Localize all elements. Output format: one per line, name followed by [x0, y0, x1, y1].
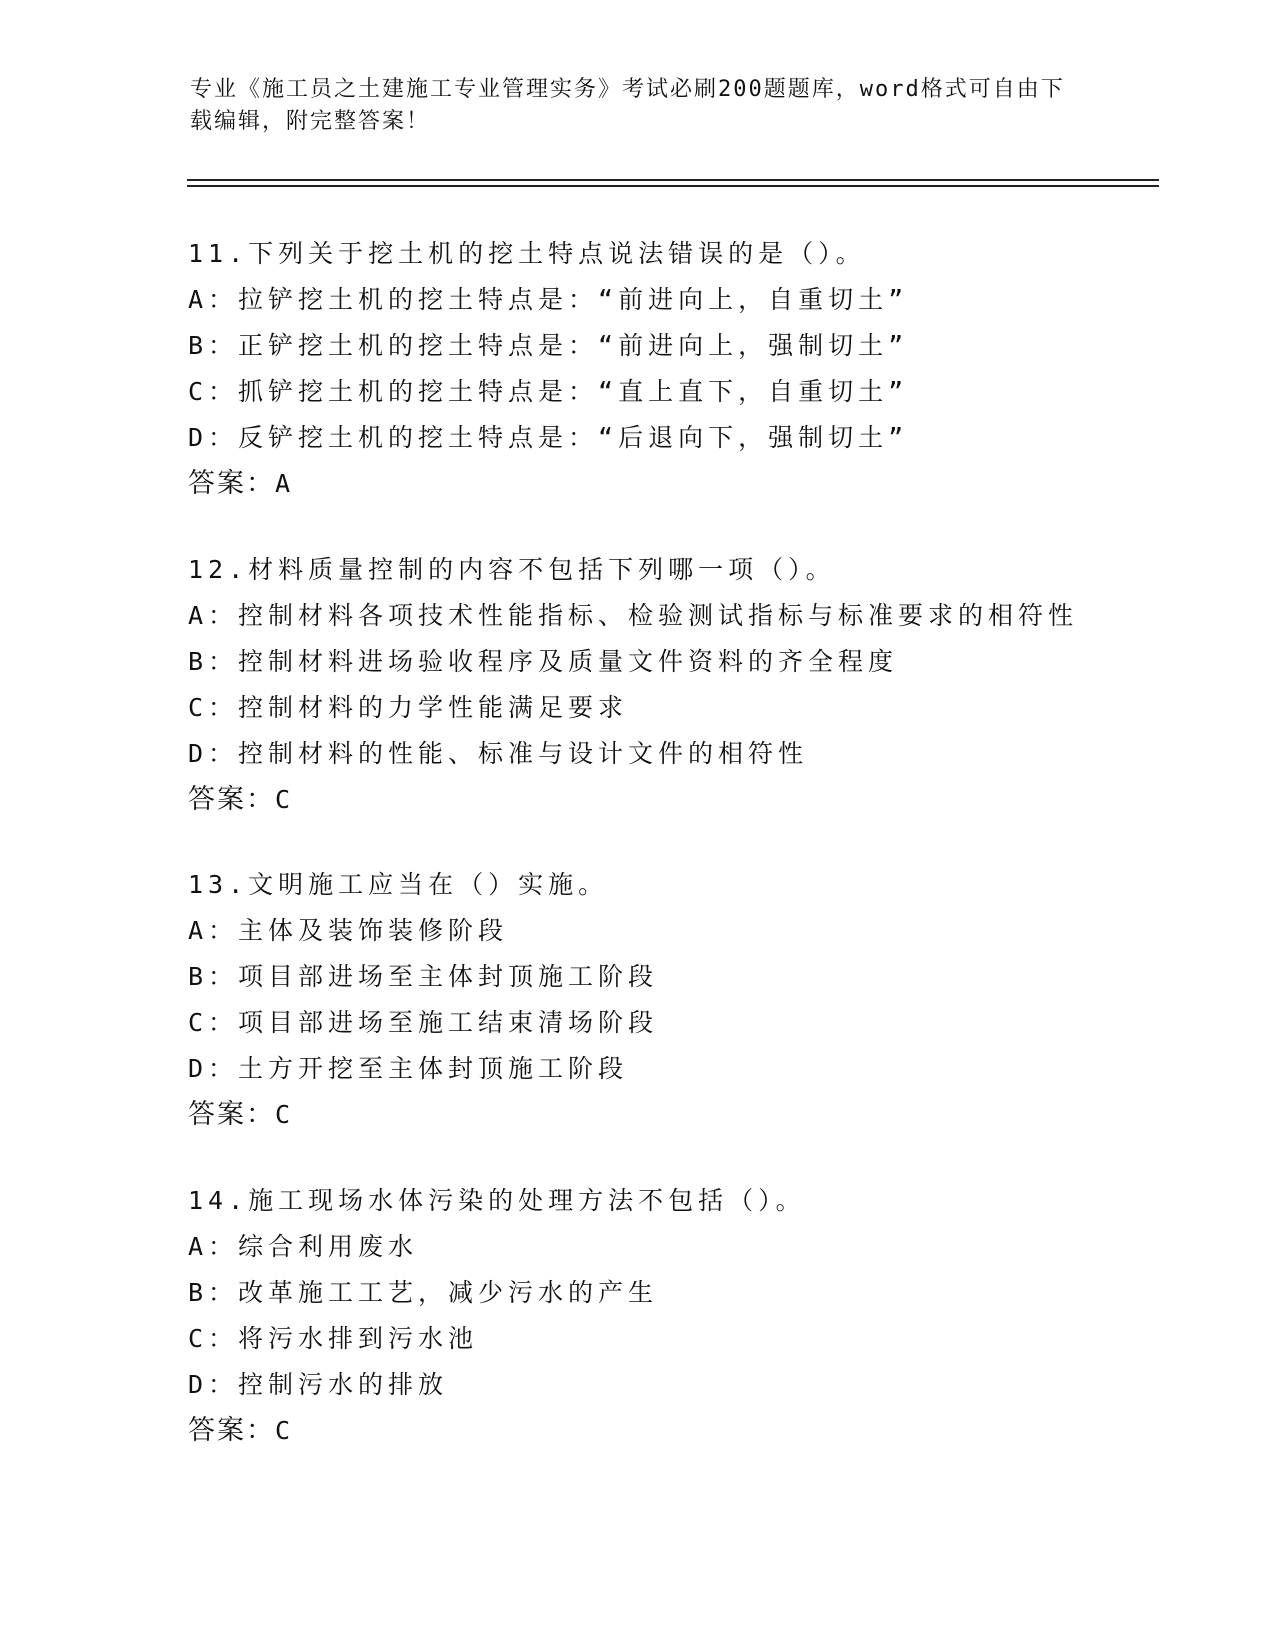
question-block-14 [188, 1178, 1188, 1454]
document-header: 专业《施工员之土建施工专业管理实务》考试必刷200题题库，word格式可自由下载编辑，附完整答案！ [190, 77, 1065, 134]
option-c: C：控制材料的力学性能满足要求 [188, 693, 629, 722]
option-c: C：将污水排到污水池 [188, 1324, 479, 1353]
option-b: B：正铲挖土机的挖土特点是：“前进向上，强制切土” [188, 331, 909, 360]
question-stem: 12.材料质量控制的内容不包括下列哪一项（）。 [188, 555, 836, 584]
question-stem: 13.文明施工应当在（）实施。 [188, 870, 609, 899]
option-d: D：土方开挖至主体封顶施工阶段 [188, 1054, 629, 1083]
option-b: B：项目部进场至主体封顶施工阶段 [188, 962, 659, 991]
option-c: C：抓铲挖土机的挖土特点是：“直上直下，自重切土” [188, 377, 909, 406]
option-c: C：项目部进场至施工结束清场阶段 [188, 1008, 659, 1037]
option-d: D：反铲挖土机的挖土特点是：“后退向下，强制切土” [188, 423, 909, 452]
answer-value: A [275, 469, 293, 498]
question-stem: 11.下列关于挖土机的挖土特点说法错误的是（）。 [188, 239, 866, 268]
answer-label: 答案： [188, 784, 275, 815]
option-a: A：控制材料各项技术性能指标、检验测试指标与标准要求的相符性 [188, 601, 1079, 630]
answer-line [188, 1092, 1188, 1138]
answer-line [188, 777, 1188, 823]
option-b: B：控制材料进场验收程序及质量文件资料的齐全程度 [188, 647, 899, 676]
answer-label: 答案： [188, 1415, 275, 1446]
answer-value: C [275, 1100, 293, 1129]
option-d: D：控制材料的性能、标准与设计文件的相符性 [188, 739, 809, 768]
answer-line [188, 1408, 1188, 1454]
header-divider-bottom [187, 185, 1159, 187]
question-stem: 14.施工现场水体污染的处理方法不包括（）。 [188, 1186, 806, 1215]
option-a: A：主体及装饰装修阶段 [188, 916, 509, 945]
option-b: B：改革施工工艺，减少污水的产生 [188, 1278, 659, 1307]
question-block-13 [188, 862, 1188, 1138]
answer-line [188, 461, 1188, 507]
answer-label: 答案： [188, 1099, 275, 1130]
option-a: A：拉铲挖土机的挖土特点是：“前进向上，自重切土” [188, 285, 909, 314]
option-a: A：综合利用废水 [188, 1232, 419, 1261]
question-block-11 [188, 231, 1188, 507]
answer-label: 答案： [188, 468, 275, 499]
answer-value: C [275, 1416, 293, 1445]
header-divider-top [187, 179, 1159, 181]
option-d: D：控制污水的排放 [188, 1370, 449, 1399]
answer-value: C [275, 785, 293, 814]
question-block-12 [188, 547, 1188, 823]
